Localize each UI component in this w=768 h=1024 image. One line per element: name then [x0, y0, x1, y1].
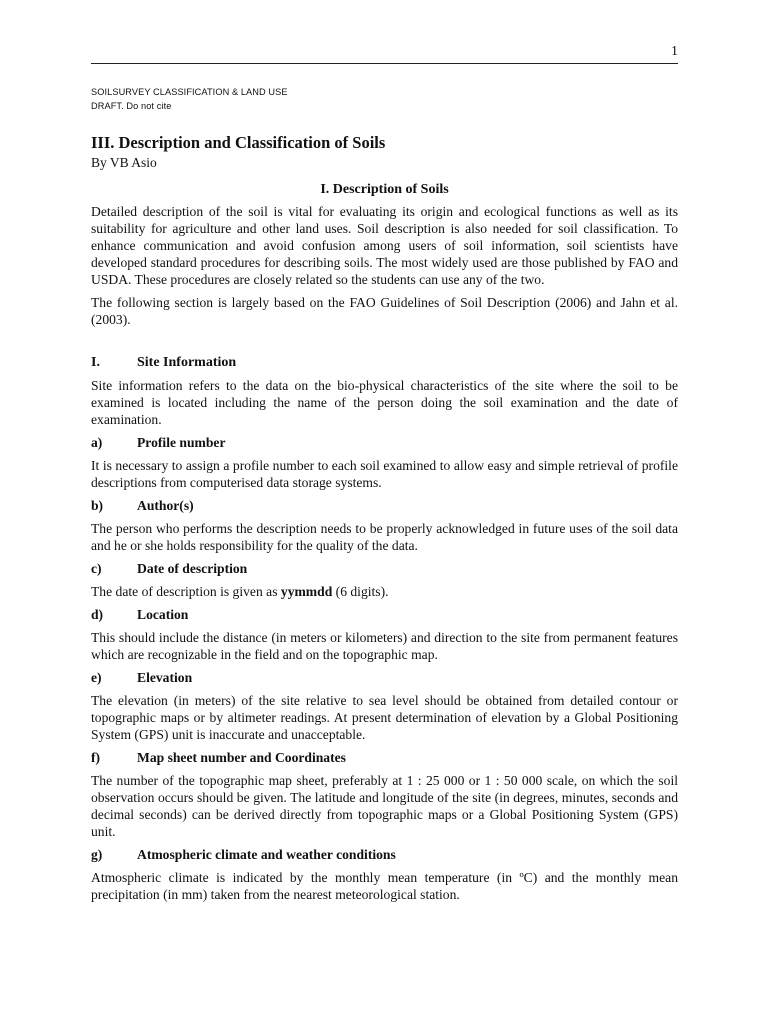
location-text: This should include the distance (in meters or kilometers) and direction to the site from permanent features which are recognizable in the field and on the topographic map. — [91, 630, 678, 662]
subsection-label: f) — [91, 750, 101, 765]
profile-number-text: It is necessary to assign a profile number to each soil examined to allow easy and simple retrieval of profile descriptions from computerised data storage systems. — [91, 458, 678, 490]
subsection-title: Profile number — [137, 435, 226, 450]
date-text-after: (6 digits). — [332, 584, 389, 599]
subsection-heading-location — [91, 606, 678, 624]
section-heading: I. Description of Soils — [320, 182, 449, 197]
climate-text: Atmospheric climate is indicated by the monthly mean temperature (in ºC) and the monthly mean precipitation (in mm) taken from the nearest meteorological station. — [91, 870, 678, 902]
subsection-title: Atmospheric climate and weather conditions — [137, 847, 396, 862]
subsection-label: b) — [91, 498, 104, 513]
document-title: III. Description and Classification of Soils — [91, 133, 386, 152]
date-text — [91, 583, 678, 600]
header-rule — [91, 63, 678, 64]
elevation-text: The elevation (in meters) of the site relative to sea level should be obtained from detailed contour or topographic maps or by altimeter readings. At present determination of elevation by a Global Positioning System (GPS) unit is inaccurate and unacceptable. — [91, 693, 678, 742]
author-byline: By VB Asio — [91, 155, 157, 170]
authors-text: The person who performs the description needs to be properly acknowledged in future uses of the soil data and he or she holds responsibility for the quality of the data. — [91, 521, 678, 553]
subsection-label: a) — [91, 435, 103, 450]
header-line-2: DRAFT. Do not cite — [91, 100, 172, 111]
subsection-heading-profile-number — [91, 434, 678, 452]
subsection-title: Date of description — [137, 561, 248, 576]
subsection-title: Elevation — [137, 670, 193, 685]
header-line-1: SOILSURVEY CLASSIFICATION & LAND USE — [91, 87, 288, 97]
intro-paragraph-1: Detailed description of the soil is vital for evaluating its origin and ecological functions as well as its suitability for agriculture and other land uses. Soil description is also needed for soil classification. To enhance communication and avoid confusion among users of soil information, soil scientists have developed standard procedures for describing soils. The most widely used are those published by FAO and USDA. These procedures are closely related so the students can use any of the two. — [91, 204, 678, 287]
page-number: 1 — [671, 44, 678, 59]
subsection-label: e) — [91, 670, 102, 685]
map-sheet-text: The number of the topographic map sheet, preferably at 1 : 25 000 or 1 : 50 000 scale, on which the soil observation occurs should be given. The latitude and longitude of the site (in degrees, minutes, seconds and decimal seconds) can be derived directly from topographic maps or a Global Positioning System (GPS) unit. — [91, 773, 678, 839]
section-label: I. — [91, 355, 100, 370]
document-body — [91, 132, 678, 909]
subsection-title: Location — [137, 607, 189, 622]
subsection-title: Author(s) — [137, 498, 194, 513]
subsection-label: d) — [91, 607, 104, 622]
section-title: Site Information — [137, 355, 237, 370]
site-information-heading — [91, 354, 678, 372]
subsection-label: g) — [91, 847, 103, 862]
running-header — [91, 86, 288, 113]
subsection-heading-date — [91, 560, 678, 578]
subsection-title: Map sheet number and Coordinates — [137, 750, 346, 765]
subsection-heading-authors — [91, 497, 678, 515]
intro-paragraph-2: The following section is largely based on the FAO Guidelines of Soil Description (2006) and Jahn et al. (2003). — [91, 295, 678, 327]
subsection-label: c) — [91, 561, 102, 576]
subsection-heading-map-sheet — [91, 749, 678, 767]
subsection-heading-climate — [91, 846, 678, 864]
site-information-text: Site information refers to the data on the bio-physical characteristics of the site where the soil to be examined is located including the name of the person doing the soil examination and the date of examination. — [91, 378, 678, 427]
date-text-before: The date of description is given as — [91, 584, 281, 599]
date-format: yymmdd — [280, 584, 333, 599]
subsection-heading-elevation — [91, 669, 678, 687]
